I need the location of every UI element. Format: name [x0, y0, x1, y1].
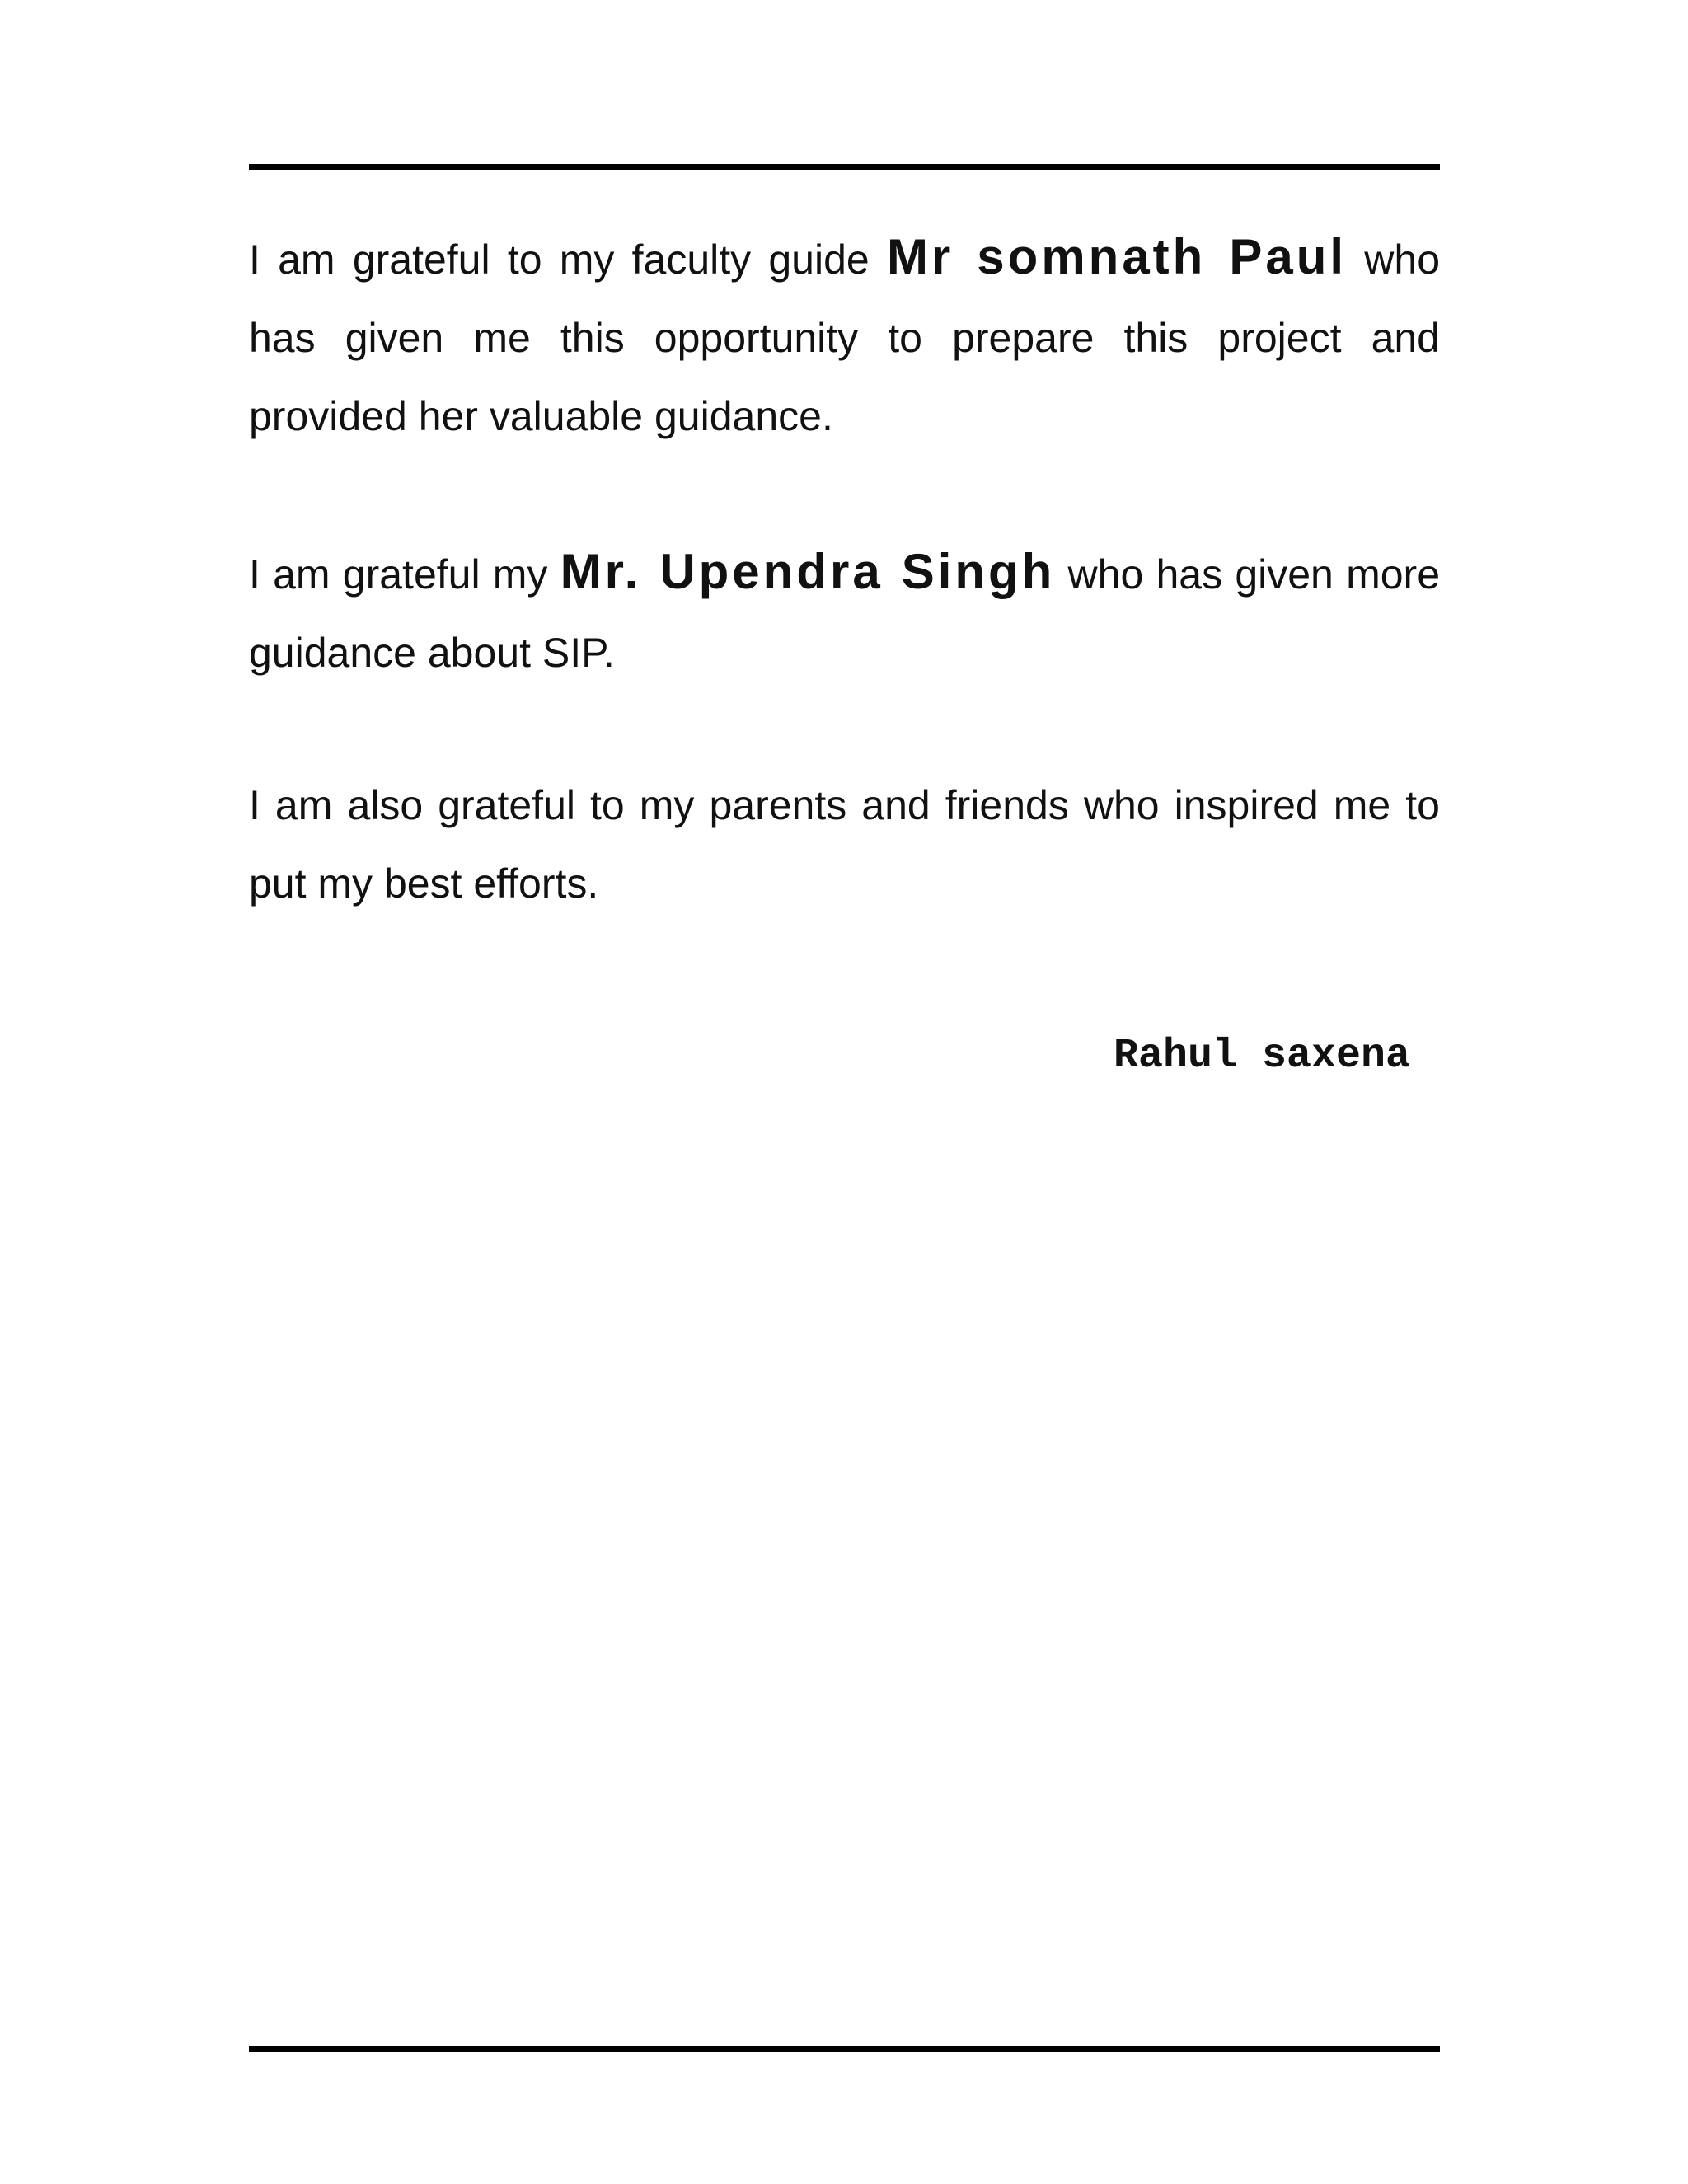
paragraph-text-after: who has given me this opportunity to prepare this project and provided her valuable guidance. [249, 237, 1441, 439]
top-horizontal-rule [249, 164, 1440, 170]
faculty-guide-name: Mr somnath Paul [886, 229, 1348, 284]
acknowledgement-paragraph-mentor [249, 532, 1440, 692]
acknowledgement-paragraph-faculty-guide [249, 218, 1440, 456]
acknowledgement-paragraph-parents: I am also grateful to my parents and friends who inspired me to put my best efforts. [249, 782, 1440, 907]
paragraph-text-before: I am grateful to my faculty guide [249, 237, 887, 283]
author-signature: Rahul saxena [1113, 1033, 1410, 1080]
mentor-name: Mr. Upendra Singh [560, 544, 1056, 599]
paragraph-text-before: I am grateful my [249, 551, 560, 598]
bottom-horizontal-rule [249, 2046, 1440, 2052]
paragraph-text-after: who has given more guidance about SIP. [249, 551, 1440, 676]
